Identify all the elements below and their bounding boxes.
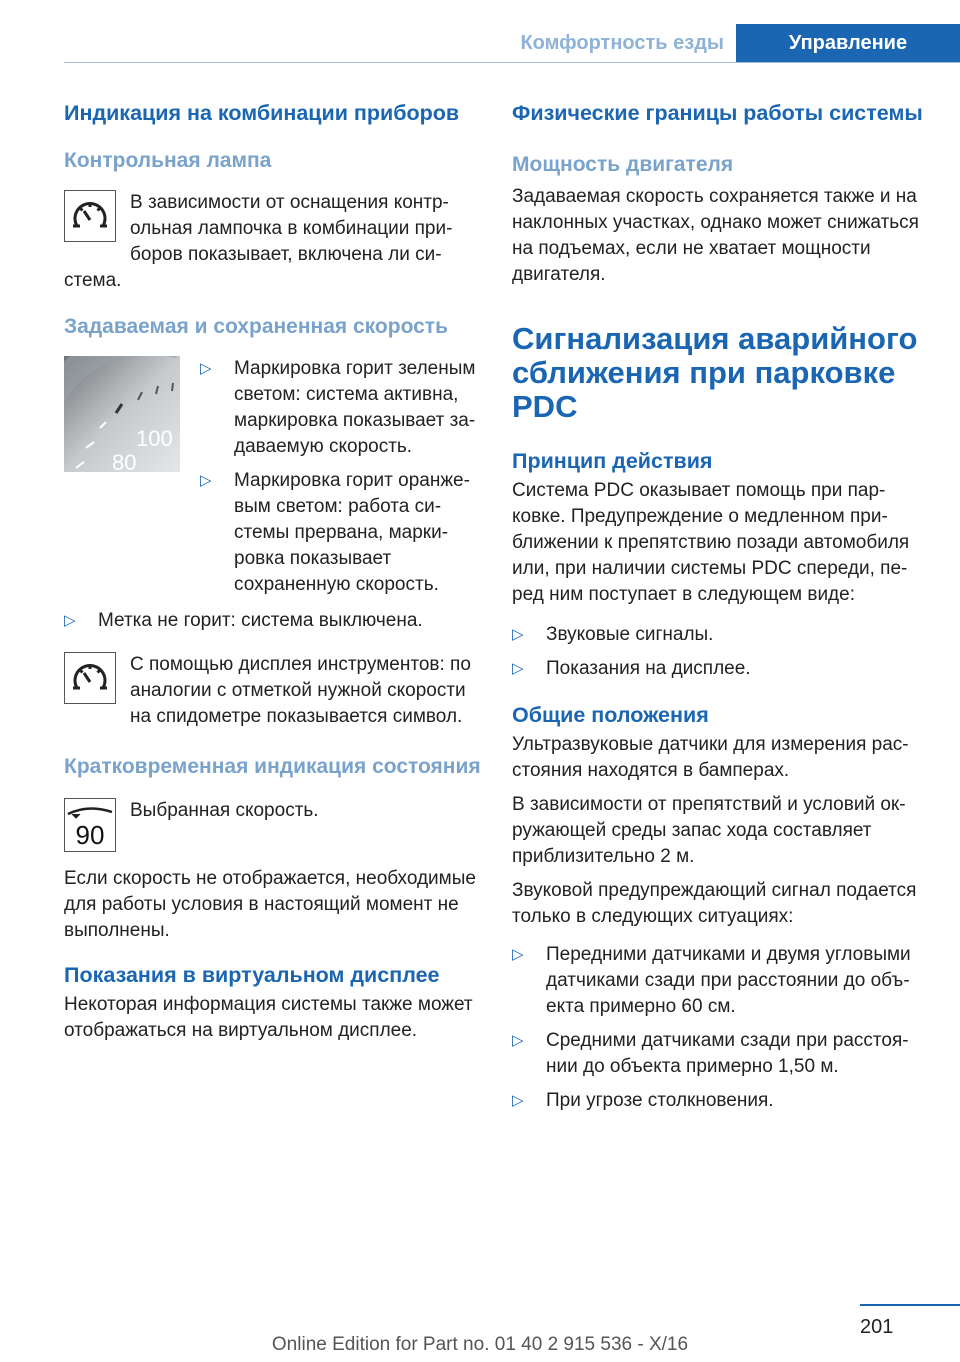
engine-power-text: Задаваемая скорость сохраняется также и на наклонных участках, однако может снижаться на подъемах, если не хватает мощности двигателя. xyxy=(512,186,919,285)
header-chapter-tab: Управление xyxy=(736,24,960,62)
bullet-arrow-icon: ▷ xyxy=(200,360,212,377)
heading-principle: Принцип действия xyxy=(512,449,713,473)
heading-control-lamp: Контрольная лампа xyxy=(64,149,272,172)
heading-physical-limits: Физические границы работы системы xyxy=(512,101,923,125)
short-note: Если скорость не отображается, необходимые для работы условия в настоящий момент не выполнены. xyxy=(64,868,476,941)
display-indicator-block xyxy=(64,652,482,730)
virtual-description: Некоторая информация системы также может отображаться на виртуальном дисплее. xyxy=(64,994,473,1041)
page-number-rule xyxy=(860,1304,960,1306)
principle-text: Система PDC оказывает помощь при парковке. Предупреждение о медленном приближении к препятствию позади автомобиля или, при наличии системы PDC спереди, перед ним поступает в следующем виде: xyxy=(512,480,910,605)
list-item: ▷ Маркировка горит оранжевым светом: работа системы прервана, маркировка показывает сохраненную скорость. xyxy=(200,470,470,595)
short-description: Выбранная скорость. xyxy=(130,800,319,821)
general-paragraph-2: В зависимости от препятствий и условий окружающей среды запас хода составляет приблизительно 2 м. xyxy=(512,794,906,867)
lamp-indicator-block xyxy=(64,190,482,294)
bullet-arrow-icon: ▷ xyxy=(512,626,524,643)
heading-engine-power: Мощность двигателя xyxy=(512,153,734,176)
short-indicator-block xyxy=(64,798,482,856)
left-column xyxy=(64,100,482,1044)
general-paragraph-3: Звуковой предупреждающий сигнал подается только в следующих ситуациях: xyxy=(512,880,917,927)
dial-label-80: 80 xyxy=(112,450,137,472)
speed-sign-value: 90 xyxy=(75,820,105,850)
heading-virtual-display: Показания в виртуальном дисплее xyxy=(64,963,440,987)
cruise-control-icon xyxy=(64,190,116,242)
speed-limit-sign-icon xyxy=(64,798,116,852)
heading-set-speed: Задаваемая и сохраненная скорость xyxy=(64,315,448,338)
mark-off-list xyxy=(64,608,482,634)
heading-pdc: Сигнализация аварийного сближения при парковке PDC xyxy=(512,321,918,424)
footer-edition: Online Edition for Part no. 01 40 2 915 536 - X/16 xyxy=(271,1334,689,1355)
right-column xyxy=(512,100,930,1114)
bullet-arrow-icon: ▷ xyxy=(200,472,212,489)
display-description: С помощью дисплея инструментов: по аналогии с отметкой нужной скорости на спидометре показывается символ. xyxy=(130,654,471,727)
list-item: ▷ Передними датчиками и двумя угловыми датчиками сзади при расстоянии до объекта примерно 60 см. xyxy=(512,944,911,1017)
heading-general: Общие положения xyxy=(512,703,709,727)
list-item: ▷ Средними датчиками сзади при расстоянии до объекта примерно 1,50 м. xyxy=(512,1030,909,1077)
bullet-arrow-icon: ▷ xyxy=(64,612,76,629)
bullet-arrow-icon: ▷ xyxy=(512,660,524,677)
speed-marking-block xyxy=(64,356,482,598)
bullet-arrow-icon: ▷ xyxy=(512,1032,524,1049)
list-item: ▷ При угрозе столкновения. xyxy=(512,1088,930,1114)
warning-situations-list xyxy=(512,942,930,1114)
header-rule xyxy=(64,62,960,63)
lamp-description: В зависимости от оснащения контрольная лампочка в комбинации приборов показывает, включена ли система. xyxy=(64,192,453,291)
cruise-control-icon xyxy=(64,652,116,704)
list-item: ▷ Метка не горит: система выключена. xyxy=(64,608,482,634)
page-number: 201 xyxy=(860,1316,894,1338)
speedometer-image xyxy=(64,356,180,472)
bullet-arrow-icon: ▷ xyxy=(512,1092,524,1109)
dial-label-100: 100 xyxy=(136,426,173,451)
header-section-title: Комфортность езды xyxy=(520,31,724,54)
heading-indication: Индикация на комбинации приборов xyxy=(64,101,460,125)
principle-list xyxy=(512,622,930,682)
list-item: ▷ Маркировка горит зеленым светом: система активна, маркировка показывает задаваемую скорость. xyxy=(200,358,476,457)
general-paragraph-1: Ультразвуковые датчики для измерения расстояния находятся в бамперах. xyxy=(512,734,909,781)
heading-short-indication: Кратковременная индикация состояния xyxy=(64,755,481,778)
list-item: ▷ Звуковые сигналы. xyxy=(512,622,930,648)
list-item: ▷ Показания на дисплее. xyxy=(512,656,930,682)
bullet-arrow-icon: ▷ xyxy=(512,946,524,963)
speed-marking-list xyxy=(200,356,482,598)
